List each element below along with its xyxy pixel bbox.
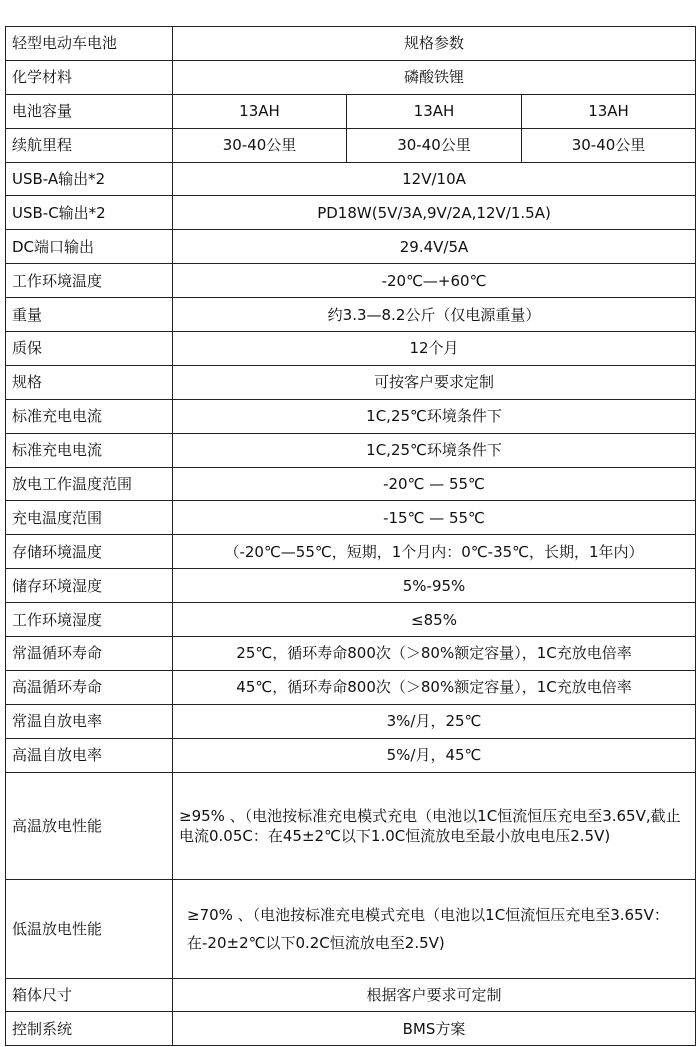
row-label: 高温放电性能 [6, 772, 173, 879]
row-value: 25℃，循环寿命800次（＞80%额定容量），1C充放电倍率 [173, 637, 696, 671]
row-label: 工作环境湿度 [6, 603, 173, 637]
table-row [6, 603, 696, 637]
row-value: 规格参数 [173, 27, 696, 61]
row-label: 充电温度范围 [6, 501, 173, 535]
table-row [6, 60, 696, 94]
row-label: 常温自放电率 [6, 704, 173, 738]
row-value: 45℃，循环寿命800次（＞80%额定容量），1C充放电倍率 [173, 670, 696, 704]
row-label: 质保 [6, 332, 173, 366]
spec-table [5, 26, 696, 1046]
row-label: 工作环境温度 [6, 264, 173, 298]
row-label: 标准充电电流 [6, 433, 173, 467]
table-row [6, 128, 696, 162]
table-row [6, 738, 696, 772]
row-label: 储存环境湿度 [6, 569, 173, 603]
row-value: ≥70% 、（电池按标准充电模式充电（电池以1C恒流恒压充电至3.65V：在-20±2℃以下0.2C恒流放电至2.5V) [173, 879, 696, 978]
row-value: （-20℃—55℃，短期，1个月内：0℃-35℃，长期，1年内） [173, 535, 696, 569]
row-value: -20℃—+60℃ [173, 264, 696, 298]
row-label: 重量 [6, 298, 173, 332]
table-row [6, 94, 696, 128]
row-value: 约3.3—8.2公斤（仅电源重量） [173, 298, 696, 332]
table-row [6, 264, 696, 298]
row-value: 根据客户要求可定制 [173, 978, 696, 1012]
row-label: 电池容量 [6, 94, 173, 128]
row-label: DC端口输出 [6, 230, 173, 264]
table-row [6, 399, 696, 433]
row-value: BMS方案 [173, 1012, 696, 1046]
row-value: ≤85% [173, 603, 696, 637]
table-row [6, 27, 696, 61]
row-value: 12个月 [173, 332, 696, 366]
table-row [6, 162, 696, 196]
table-row [6, 332, 696, 366]
row-label: USB-C输出*2 [6, 196, 173, 230]
row-label: 标准充电电流 [6, 399, 173, 433]
row-label: 化学材料 [6, 60, 173, 94]
table-row [6, 467, 696, 501]
table-row [6, 196, 696, 230]
table-row [6, 230, 696, 264]
table-row [6, 637, 696, 671]
row-value: 13AH [522, 94, 696, 128]
row-value: 1C,25℃环境条件下 [173, 433, 696, 467]
row-label: 低温放电性能 [6, 879, 173, 978]
row-label: 控制系统 [6, 1012, 173, 1046]
row-label: 放电工作温度范围 [6, 467, 173, 501]
table-row [6, 535, 696, 569]
row-value: -15℃ — 55℃ [173, 501, 696, 535]
table-row [6, 772, 696, 879]
table-row [6, 298, 696, 332]
row-label: 高温循环寿命 [6, 670, 173, 704]
row-label: 存储环境温度 [6, 535, 173, 569]
row-label: 箱体尺寸 [6, 978, 173, 1012]
table-row [6, 365, 696, 399]
row-label: 轻型电动车电池 [6, 27, 173, 61]
row-label: 续航里程 [6, 128, 173, 162]
table-row [6, 670, 696, 704]
row-value: -20℃ — 55℃ [173, 467, 696, 501]
table-row [6, 501, 696, 535]
row-value: 12V/10A [173, 162, 696, 196]
table-row [6, 978, 696, 1012]
row-value: ≥95% 、（电池按标准充电模式充电（电池以1C恒流恒压充电至3.65V,截止电流0.05C：在45±2℃以下1.0C恒流放电至最小放电电压2.5V) [173, 772, 696, 879]
row-value: 1C,25℃环境条件下 [173, 399, 696, 433]
row-value: 30-40公里 [522, 128, 696, 162]
row-value: 5%-95% [173, 569, 696, 603]
row-label: 规格 [6, 365, 173, 399]
row-value: 3%/月，25℃ [173, 704, 696, 738]
row-value: 可按客户要求定制 [173, 365, 696, 399]
row-value: PD18W(5V/3A,9V/2A,12V/1.5A) [173, 196, 696, 230]
row-value: 13AH [173, 94, 347, 128]
row-label: USB-A输出*2 [6, 162, 173, 196]
row-value: 磷酸铁锂 [173, 60, 696, 94]
row-value: 30-40公里 [347, 128, 522, 162]
row-label: 高温自放电率 [6, 738, 173, 772]
table-row [6, 1012, 696, 1046]
table-row [6, 704, 696, 738]
table-row [6, 433, 696, 467]
row-value: 13AH [347, 94, 522, 128]
row-value: 30-40公里 [173, 128, 347, 162]
row-value: 5%/月，45℃ [173, 738, 696, 772]
table-row [6, 879, 696, 978]
table-row [6, 569, 696, 603]
row-label: 常温循环寿命 [6, 637, 173, 671]
row-value: 29.4V/5A [173, 230, 696, 264]
